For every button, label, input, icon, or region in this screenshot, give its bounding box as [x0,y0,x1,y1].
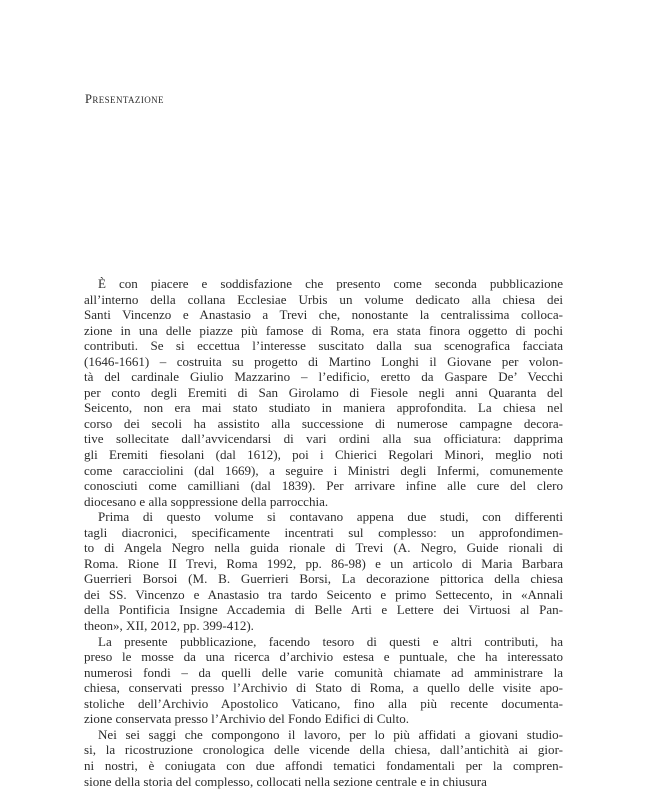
text-line: tà del cardinale Giulio Mazzarino – l’edificio, eretto da Gaspare De’ Vecchi [84,369,563,385]
text-line: come caracciolini (dal 1669), a seguire i Ministri degli Infermi, comunemente [84,463,563,479]
text-line: Seicento, non era mai stato studiato in maniera approfondita. La chiesa nel [84,400,563,416]
text-line: La presente pubblicazione, facendo tesoro di questi e altri contributi, ha [84,634,563,650]
paragraph [84,276,563,509]
text-line: contributi. Se si eccettua l’interesse suscitato dalla sua scenografica facciata [84,338,563,354]
text-line: È con piacere e soddisfazione che presento come seconda pubblicazione [84,276,563,292]
page-title: Presentazione [85,92,164,107]
body-text [84,276,563,789]
text-line: sione della storia del complesso, collocati nella sezione centrale e in chiusura [84,774,563,789]
text-line: gli Eremiti fiesolani (dal 1612), poi i Chierici Regolari Minori, meglio noti [84,447,563,463]
text-line: Nei sei saggi che compongono il lavoro, per lo più affidati a giovani studio- [84,727,563,743]
text-line: stoliche dell’Archivio Apostolico Vaticano, fino alla più recente documenta- [84,696,563,712]
text-line: conosciuti come camilliani (dal 1839). Per arrivare infine alle cure del clero [84,478,563,494]
paragraph [84,634,563,727]
text-line: all’interno della collana Ecclesiae Urbis un volume dedicato alla chiesa dei [84,292,563,308]
text-line: tive sollecitate dall’avvicendarsi di vari ordini alla sua officiatura: dapprima [84,431,563,447]
text-line: theon», XII, 2012, pp. 399-412). [84,618,563,634]
text-line: della Pontificia Insigne Accademia di Belle Arti e Lettere dei Virtuosi al Pan- [84,602,563,618]
text-line: (1646-1661) – costruita su progetto di Martino Longhi il Giovane per volon- [84,354,563,370]
text-line: diocesano e alla soppressione della parrocchia. [84,494,563,510]
text-line: corso dei secoli ha assistito alla successione di numerose campagne decora- [84,416,563,432]
text-line: dei SS. Vincenzo e Anastasio tra tardo Seicento e primo Settecento, in «Annali [84,587,563,603]
text-line: Roma. Rione II Trevi, Roma 1992, pp. 86-98) e un articolo di Maria Barbara [84,556,563,572]
text-line: Prima di questo volume si contavano appena due studi, con differenti [84,509,563,525]
text-line: Guerrieri Borsoi (M. B. Guerrieri Borsi, La decorazione pittorica della chiesa [84,571,563,587]
text-line: per conto degli Eremiti di San Girolamo di Fiesole negli anni Quaranta del [84,385,563,401]
text-line: si, la ricostruzione cronologica delle vicende della chiesa, dall’antichità ai gior- [84,742,563,758]
paragraph [84,727,563,789]
paragraph [84,509,563,633]
text-line: numerosi fondi – da quelli delle varie comunità chiamate ad amministrare la [84,665,563,681]
text-line: Santi Vincenzo e Anastasio a Trevi che, nonostante la centralissima colloca- [84,307,563,323]
text-line: to di Angela Negro nella guida rionale di Trevi (A. Negro, Guide rionali di [84,540,563,556]
text-line: tagli diacronici, specificamente incentrati sul complesso: un approfondimen- [84,525,563,541]
text-line: preso le mosse da una ricerca d’archivio estesa e puntuale, che ha interessato [84,649,563,665]
text-line: chiesa, conservati presso l’Archivio di Stato di Roma, a quello delle visite apo- [84,680,563,696]
text-line: ni nostri, è coniugata con due affondi tematici fondamentali per la compren- [84,758,563,774]
text-line: zione conservata presso l’Archivio del Fondo Edifici di Culto. [84,711,563,727]
text-line: zione in una delle piazze più famose di Roma, era stata finora oggetto di pochi [84,323,563,339]
